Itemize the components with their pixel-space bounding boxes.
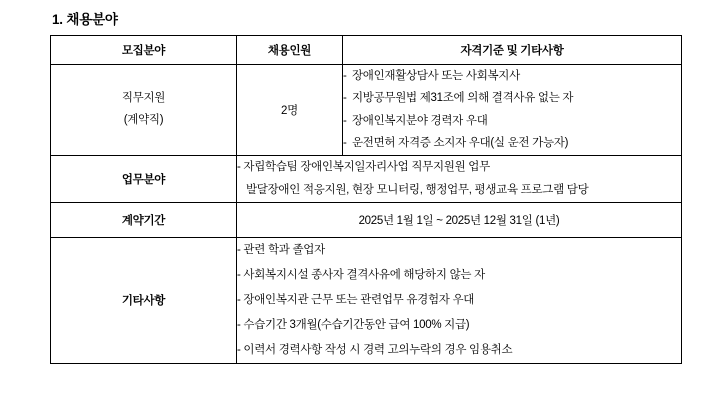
other-note-item: - 수습기간 3개월(수습기간동안 급여 100% 지급)	[237, 318, 470, 331]
qualification-text: 장애인복지분야 경력자 우대	[352, 114, 488, 127]
table-row	[51, 237, 682, 363]
cell-headcount: 2명	[237, 65, 343, 156]
bullet-dash-icon: -	[343, 137, 347, 150]
bullet-dash-icon: -	[343, 92, 347, 105]
qualification-item	[343, 65, 681, 87]
work-area-line: 발달장애인 적응지원, 현장 모니터링, 행정업무, 평생교육 프로그램 담당	[246, 183, 589, 196]
qualification-text: 운전면허 자격증 소지자 우대(실 운전 가능자)	[352, 137, 569, 150]
field-name-line1: 직무지원	[121, 92, 166, 104]
work-area-line: - 자립학습팀 장애인복지일자리사업 직무지원원 업무	[237, 160, 490, 173]
column-header-qualifications: 자격기준 및 기타사항	[343, 36, 682, 65]
cell-contract-period: 2025년 1월 1일 ~ 2025년 12월 31일 (1년)	[237, 202, 682, 237]
qualification-item	[343, 132, 681, 154]
cell-qualifications	[343, 65, 682, 156]
cell-work-area	[237, 155, 682, 202]
cell-other-notes	[237, 237, 682, 363]
qualification-text: 장애인재활상담사 또는 사회복지사	[352, 70, 520, 82]
other-note-item: - 장애인복지관 근무 또는 관련업무 유경험자 우대	[237, 293, 475, 306]
table-row	[51, 202, 682, 237]
recruitment-table	[50, 35, 682, 364]
qualification-text: 지방공무원법 제31조에 의해 결격사유 없는 자	[352, 92, 574, 105]
page-title: 1. 채용분야	[52, 12, 118, 27]
column-header-field: 모집분야	[51, 36, 237, 65]
table-row	[51, 155, 682, 202]
row-label-work-area: 업무분야	[51, 155, 237, 202]
qualification-item	[343, 87, 681, 109]
table-row	[51, 65, 682, 156]
cell-field-name	[51, 65, 237, 156]
row-label-contract-period: 계약기간	[51, 202, 237, 237]
qualification-item	[343, 110, 681, 132]
bullet-dash-icon: -	[343, 114, 347, 127]
other-note-item: - 관련 학과 졸업자	[237, 243, 325, 256]
other-note-item: - 이력서 경력사항 작성 시 경력 고의누락의 경우 임용취소	[237, 343, 513, 356]
table-header-row	[51, 36, 682, 65]
bullet-dash-icon: -	[343, 70, 347, 82]
other-note-item: - 사회복지시설 종사자 결격사유에 해당하지 않는 자	[237, 268, 485, 281]
row-label-other-notes: 기타사항	[51, 237, 237, 363]
column-header-count: 채용인원	[237, 36, 343, 65]
field-name-line2: (계약직)	[123, 113, 164, 126]
